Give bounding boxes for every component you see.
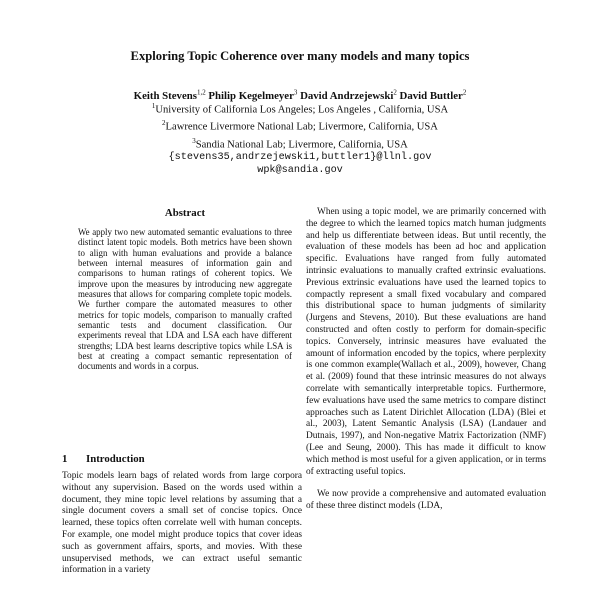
intro-paragraph: Topic models learn bags of related words from large corpora without any supervision. Based on the words used within a document, they mine topic level relations by assuming that a single document covers a small set of concise topics. Once learned, these topics often correlate well with human concepts. For example, one model might produce topics that cover ideas such as government affairs, sports, and movies. With these unsupervised methods, we can extract useful semantic information in a variety bbox=[62, 471, 302, 576]
section-number: 1 bbox=[62, 453, 68, 465]
paragraph: We now provide a comprehensive and automated evaluation of these three distinct models (LDA, bbox=[306, 489, 546, 512]
email[interactable]: wpk@sandia.gov bbox=[257, 164, 343, 176]
author: David Buttler$^2$ bbox=[399, 88, 467, 102]
paper-title: Exploring Topic Coherence over many models and many topics bbox=[130, 49, 470, 63]
affiliation: $^1$University of California Los Angeles; Los Angeles , California, USA bbox=[151, 102, 449, 116]
affiliation: $^3$Sandia National Lab; Livermore, California, USA bbox=[192, 136, 408, 151]
author: Philip Kegelmeyer$^3$ bbox=[208, 88, 298, 102]
affiliation: $^2$Lawrence Livermore National Lab; Livermore, California, USA bbox=[162, 119, 438, 133]
author: Keith Stevens$^{1,2}$ bbox=[133, 88, 206, 102]
abstract-heading: Abstract bbox=[164, 207, 206, 219]
right-column-text bbox=[306, 207, 546, 513]
affiliations bbox=[0, 100, 600, 178]
author: David Andrzejewski$^2$ bbox=[300, 88, 397, 102]
section-title: Introduction bbox=[86, 453, 145, 465]
paragraph: When using a topic model, we are primarily concerned with the degree to which the learned topics match human judgments and help us differentiate between ideas. But until recently, the evaluation of these models has been ad hoc and application specific. Evaluations have ranged from fully automated intrinsic evaluations to manually crafted extrinsic evaluations. Previous extrinsic evaluations have used the learned topics to compactly represent a small fixed vocabulary and compared this distributional space to human judgments of similarity (Jurgens and Stevens, 2010). But these evaluations are hand constructed and often costly to perform for domain-specific topics. Conversely, intrinsic measures have evaluated the amount of information encoded by the topics, where perplexity is one common example(Wallach et al., 2009), however, Chang et al. (2009) found that these intrinsic measures do not always correlate with semantically interpretable topics. Furthermore, few evaluations have used the same metrics to compare distinct approaches such as Latent Dirichlet Allocation (LDA) (Blei et al., 2003), Latent Semantic Analysis (LSA) (Landauer and Dutnais, 1997), and Non-negative Matrix Factorization (NMF) (Lee and Seung, 2000). This has made it difficult to know which method is most useful for a given application, or in terms of extracting useful topics. bbox=[306, 207, 546, 477]
email[interactable]: {stevens35,andrzejewski1,buttler1}@llnl.gov bbox=[168, 151, 432, 163]
section-heading bbox=[62, 453, 302, 465]
abstract-text: We apply two new automated semantic evaluations to three distinct latent topic models. Both metrics have been shown to align with human evaluations and provide a balance between internal measures of information gain and comparisons to human ratings of coherent topics. We improve upon the measures by introducing new aggregate measures that allows for comparing complete topic models. We further compare the automated measures to other metrics for topic models, comparison to manually crafted semantic tests and document classification. Our experiments reveal that LDA and LSA each have different strengths; LDA best learns descriptive topics while LSA is best at creating a compact semantic representation of documents and words in a corpus. bbox=[78, 227, 292, 372]
